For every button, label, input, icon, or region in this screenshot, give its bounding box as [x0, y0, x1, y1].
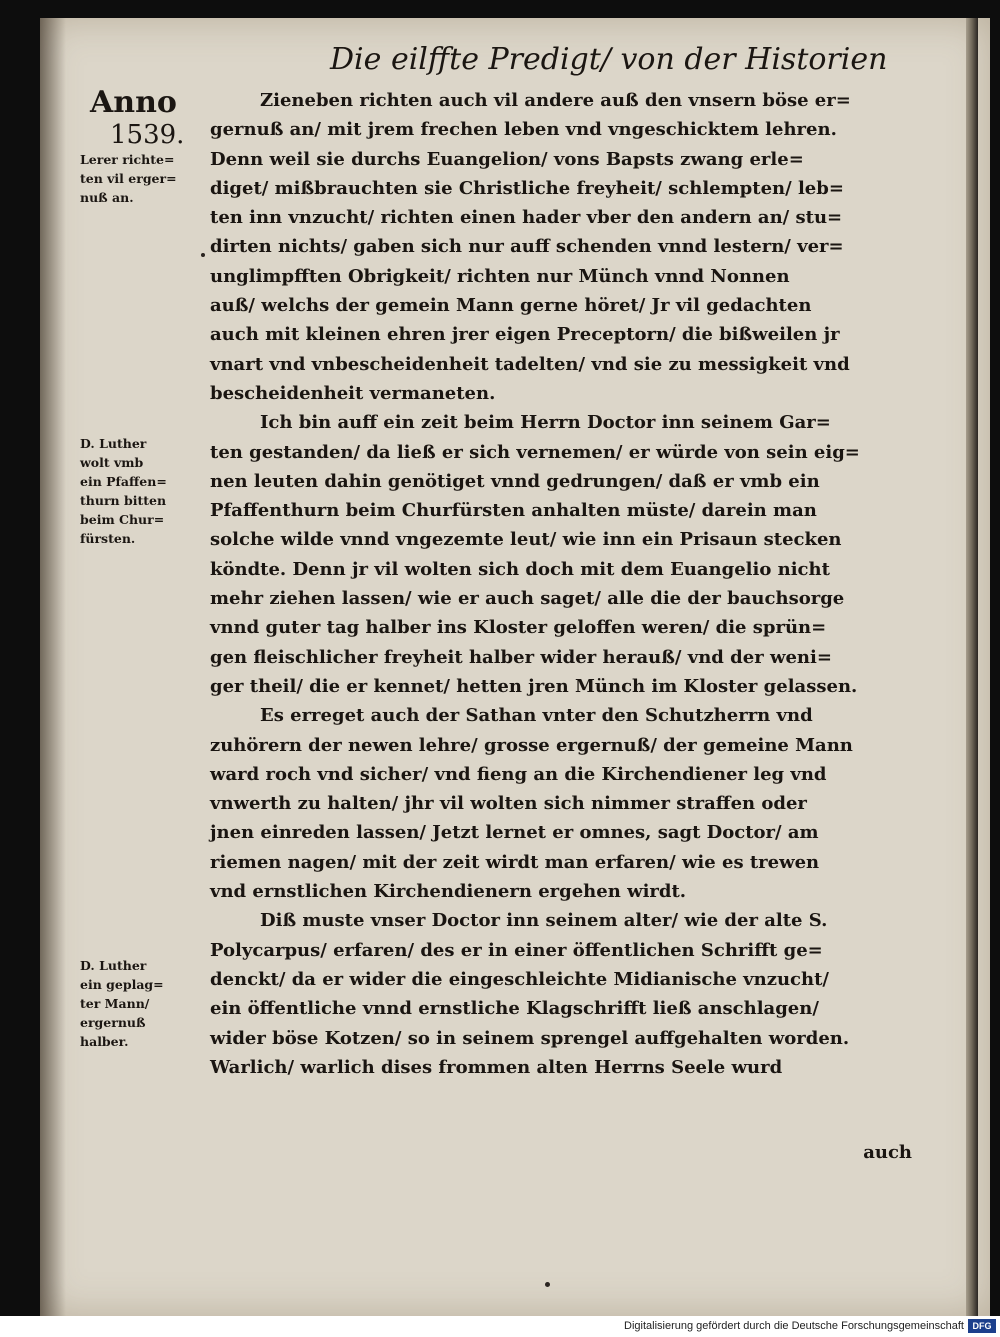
margin-note-line: halber. — [80, 1034, 129, 1049]
text-line: Denn weil sie durchs Euangelion/ vons Bapsts zwang erle= — [210, 148, 804, 170]
text-line: vnnd guter tag halber ins Kloster geloffen weren/ die sprün= — [210, 617, 827, 639]
text-line: Ich bin auff ein zeit beim Herrn Doctor inn seinem Gar= — [260, 412, 831, 434]
dfg-logo: DFG — [968, 1319, 996, 1333]
running-header: Die eilffte Predigt/ von der Historien — [330, 42, 888, 77]
margin-note-line: ergernuß — [80, 1015, 146, 1030]
text-line: wider böse Kotzen/ so in seinem sprengel auffgehalten worden. — [210, 1027, 850, 1049]
text-line: auch mit kleinen ehren jrer eigen Preceptorn/ die bißweilen jr — [210, 324, 840, 346]
text-line: Pfaffenthurn beim Churfürsten anhalten müste/ darein man — [210, 500, 817, 522]
text-line: zuhörern der newen lehre/ grosse ergernuß/ der gemeine Mann — [210, 734, 853, 756]
text-line: Warlich/ warlich dises frommen alten Herrns Seele wurd — [210, 1056, 783, 1078]
catchword: auch — [863, 1142, 912, 1163]
text-line: jnen einreden lassen/ Jetzt lernet er omnes, sagt Doctor/ am — [210, 822, 819, 844]
text-line: ten inn vnzucht/ richten einen hader vber den andern an/ stu= — [210, 207, 843, 229]
margin-note-3 — [80, 956, 208, 1051]
text-line: vnwerth zu halten/ jhr vil wolten sich nimmer straffen oder — [210, 793, 807, 815]
text-line: mehr ziehen lassen/ wie er auch saget/ alle die der bauchsorge — [210, 588, 845, 610]
text-line: vnart vnd vnbescheidenheit tadelten/ vnd sie zu messigkeit vnd — [210, 353, 850, 375]
margin-note-line: wolt vmb — [80, 455, 144, 470]
margin-note-line: thurn bitten — [80, 493, 167, 508]
body-text — [210, 86, 930, 1082]
page-edge — [966, 18, 978, 1316]
text-line: ein öffentliche vnnd ernstliche Klagschrifft ließ anschlagen/ — [210, 998, 819, 1020]
margin-note-2 — [80, 434, 208, 548]
margin-note-line: beim Chur= — [80, 512, 165, 527]
text-line: diget/ mißbrauchten sie Christliche freyheit/ schlempten/ leb= — [210, 177, 844, 199]
text-line: Polycarpus/ erfaren/ des er in einer öffentlichen Schrifft ge= — [210, 939, 823, 961]
text-line: köndte. Denn jr vil wolten sich doch mit dem Euangelio nicht — [210, 558, 830, 580]
margin-note-line: D. Luther — [80, 436, 147, 451]
margin-year: 1539. — [110, 120, 185, 150]
text-line: ger theil/ die er kennet/ hetten jren Münch im Kloster gelassen. — [210, 675, 858, 697]
text-line: nen leuten dahin genötiget vnnd gedrungen/ daß er vmb ein — [210, 470, 820, 492]
margin-note-line: nuß an. — [80, 190, 134, 205]
margin-note-line: Lerer richte= — [80, 152, 175, 167]
margin-note-line: D. Luther — [80, 958, 147, 973]
margin-note-line: ten vil erger= — [80, 171, 177, 186]
text-line: bescheidenheit vermaneten. — [210, 382, 496, 404]
margin-note-line: ter Mann/ — [80, 996, 150, 1011]
margin-note-line: fürsten. — [80, 531, 136, 546]
margin-note-line: ein Pfaffen= — [80, 474, 167, 489]
text-line: auß/ welchs der gemein Mann gerne höret/ Jr vil gedachten — [210, 295, 812, 317]
gutter-shadow — [40, 18, 66, 1316]
margin-note-line: ein geplag= — [80, 977, 164, 992]
text-line: Es erreget auch der Sathan vnter den Schutzherrn vnd — [260, 705, 813, 727]
text-line: unglimpfften Obrigkeit/ richten nur Münch vnnd Nonnen — [210, 265, 790, 287]
text-line: dirten nichts/ gaben sich nur auff schenden vnnd lestern/ ver= — [210, 236, 844, 258]
text-line: gernuß an/ mit jrem frechen leben vnd vngeschicktem lehren. — [210, 119, 837, 141]
margin-dot — [201, 253, 205, 257]
margin-anno: Anno — [90, 85, 177, 120]
text-line: solche wilde vnnd vngezemte leut/ wie inn ein Prisaun stecken — [210, 529, 842, 551]
text-line: gen fleischlicher freyheit halber wider herauß/ vnd der weni= — [210, 646, 832, 668]
text-line: Diß muste vnser Doctor inn seinem alter/ wie der alte S. — [260, 910, 828, 932]
margin-note-1 — [80, 150, 208, 207]
text-line: ten gestanden/ da ließ er sich vernemen/ er würde von sein eig= — [210, 441, 860, 463]
text-line: Zieneben richten auch vil andere auß den vnsern böse er= — [260, 90, 851, 111]
funding-credit: Digitalisierung gefördert durch die Deutsche Forschungsgemeinschaft — [624, 1320, 964, 1332]
signature-dot — [545, 1282, 550, 1287]
text-line: denckt/ da er wider die eingeschleichte Midianische vnzucht/ — [210, 968, 829, 990]
text-line: ward roch vnd sicher/ vnd fieng an die Kirchendiener leg vnd — [210, 763, 827, 785]
text-line: vnd ernstlichen Kirchendienern ergehen wirdt. — [210, 881, 687, 903]
footer-bar — [0, 1316, 1000, 1337]
text-line: riemen nagen/ mit der zeit wirdt man erfaren/ wie es trewen — [210, 851, 820, 873]
